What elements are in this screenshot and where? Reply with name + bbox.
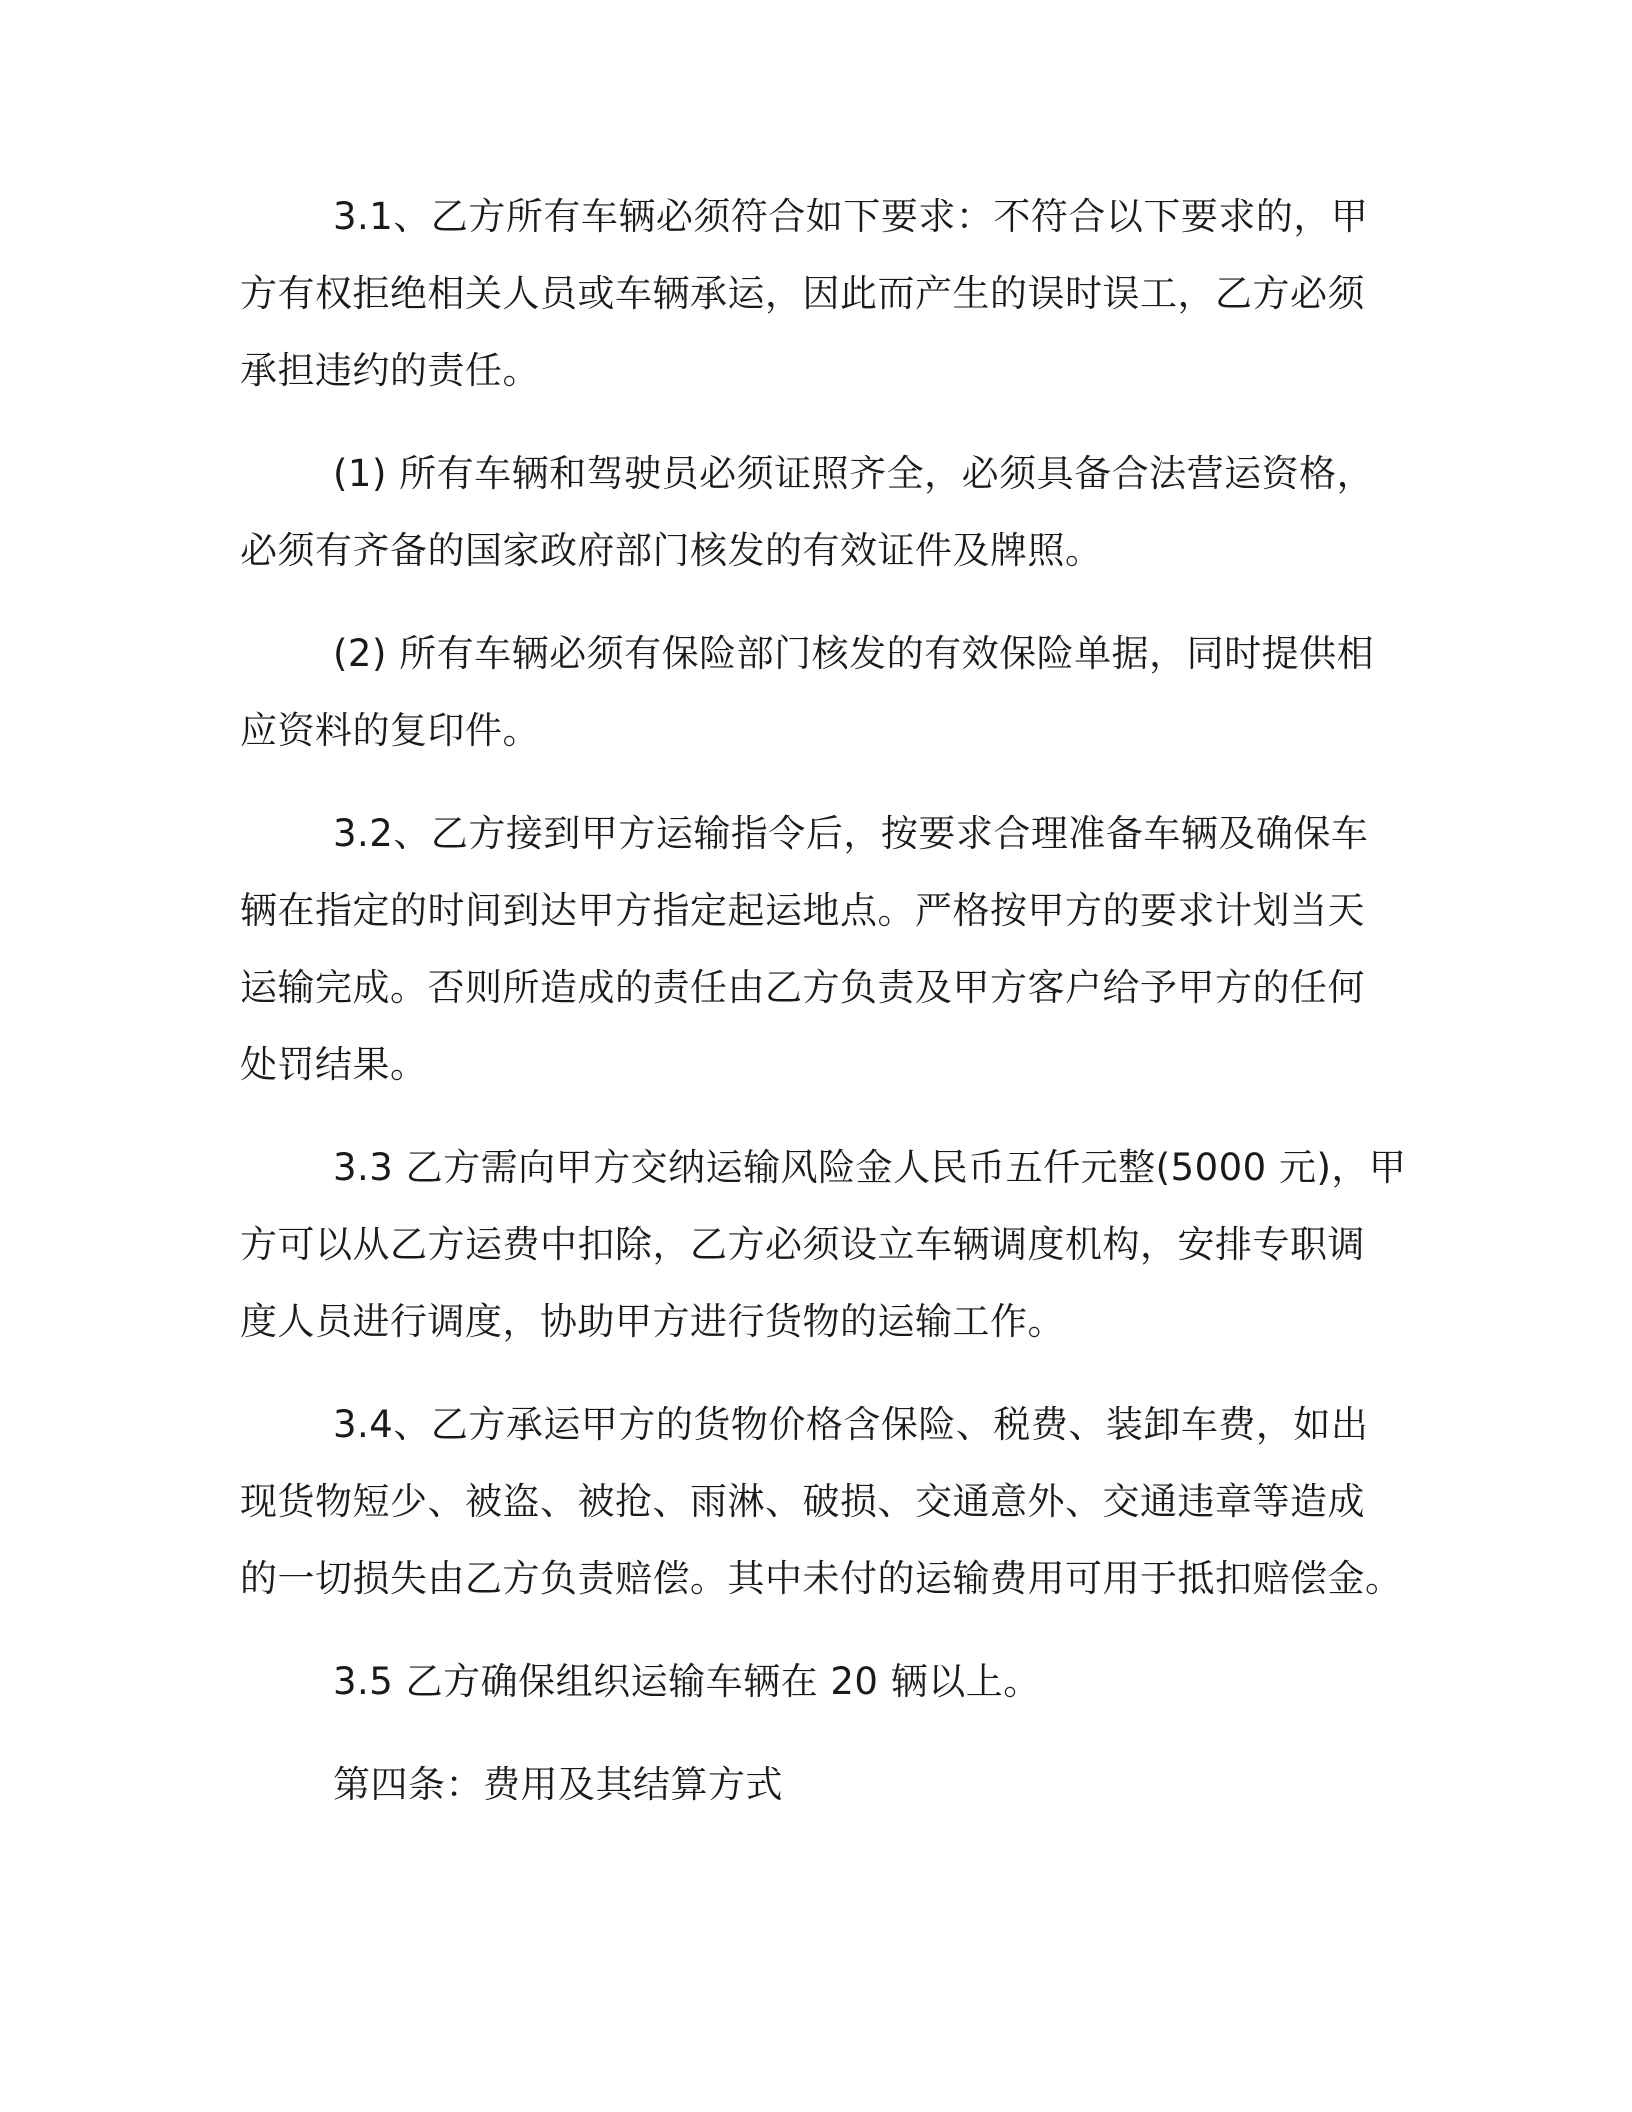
clause-3-3-line-1: 3.3 乙方需向甲方交纳运输风险金人民币五仟元整(5000 元)，甲 — [333, 1146, 1407, 1189]
item-1-line-2: 必须有齐备的国家政府部门核发的有效证件及牌照。 — [240, 529, 1103, 572]
clause-3-2-line-4: 处罚结果。 — [240, 1043, 428, 1086]
item-2-line-1: (2) 所有车辆必须有保险部门核发的有效保险单据，同时提供相 — [333, 632, 1375, 675]
clause-3-1-line-1: 3.1、乙方所有车辆必须符合如下要求：不符合以下要求的，甲 — [333, 195, 1369, 238]
clause-3-1-line-2: 方有权拒绝相关人员或车辆承运，因此而产生的误时误工，乙方必须 — [240, 272, 1365, 315]
clause-3-4-line-1: 3.4、乙方承运甲方的货物价格含保险、税费、装卸车费，如出 — [333, 1403, 1369, 1446]
clause-3-2-line-1: 3.2、乙方接到甲方运输指令后，按要求合理准备车辆及确保车 — [333, 812, 1369, 855]
clause-3-2-line-2: 辆在指定的时间到达甲方指定起运地点。严格按甲方的要求计划当天 — [240, 889, 1365, 932]
article-4-heading: 第四条：费用及其结算方式 — [333, 1763, 783, 1806]
clause-3-2-line-3: 运输完成。否则所造成的责任由乙方负责及甲方客户给予甲方的任何 — [240, 966, 1365, 1009]
clause-3-3-line-3: 度人员进行调度，协助甲方进行货物的运输工作。 — [240, 1300, 1065, 1343]
clause-3-4-line-2: 现货物短少、被盗、被抢、雨淋、破损、交通意外、交通违章等造成 — [240, 1480, 1365, 1523]
item-2-line-2: 应资料的复印件。 — [240, 709, 540, 752]
item-1-line-1: (1) 所有车辆和驾驶员必须证照齐全，必须具备合法营运资格， — [333, 452, 1375, 495]
clause-3-1-line-3: 承担违约的责任。 — [240, 349, 540, 392]
clause-3-4-line-3: 的一切损失由乙方负责赔偿。其中未付的运输费用可用于抵扣赔偿金。 — [240, 1557, 1403, 1600]
clause-3-3-line-2: 方可以从乙方运费中扣除，乙方必须设立车辆调度机构，安排专职调 — [240, 1223, 1365, 1266]
clause-3-5-line: 3.5 乙方确保组织运输车辆在 20 辆以上。 — [333, 1660, 1041, 1703]
